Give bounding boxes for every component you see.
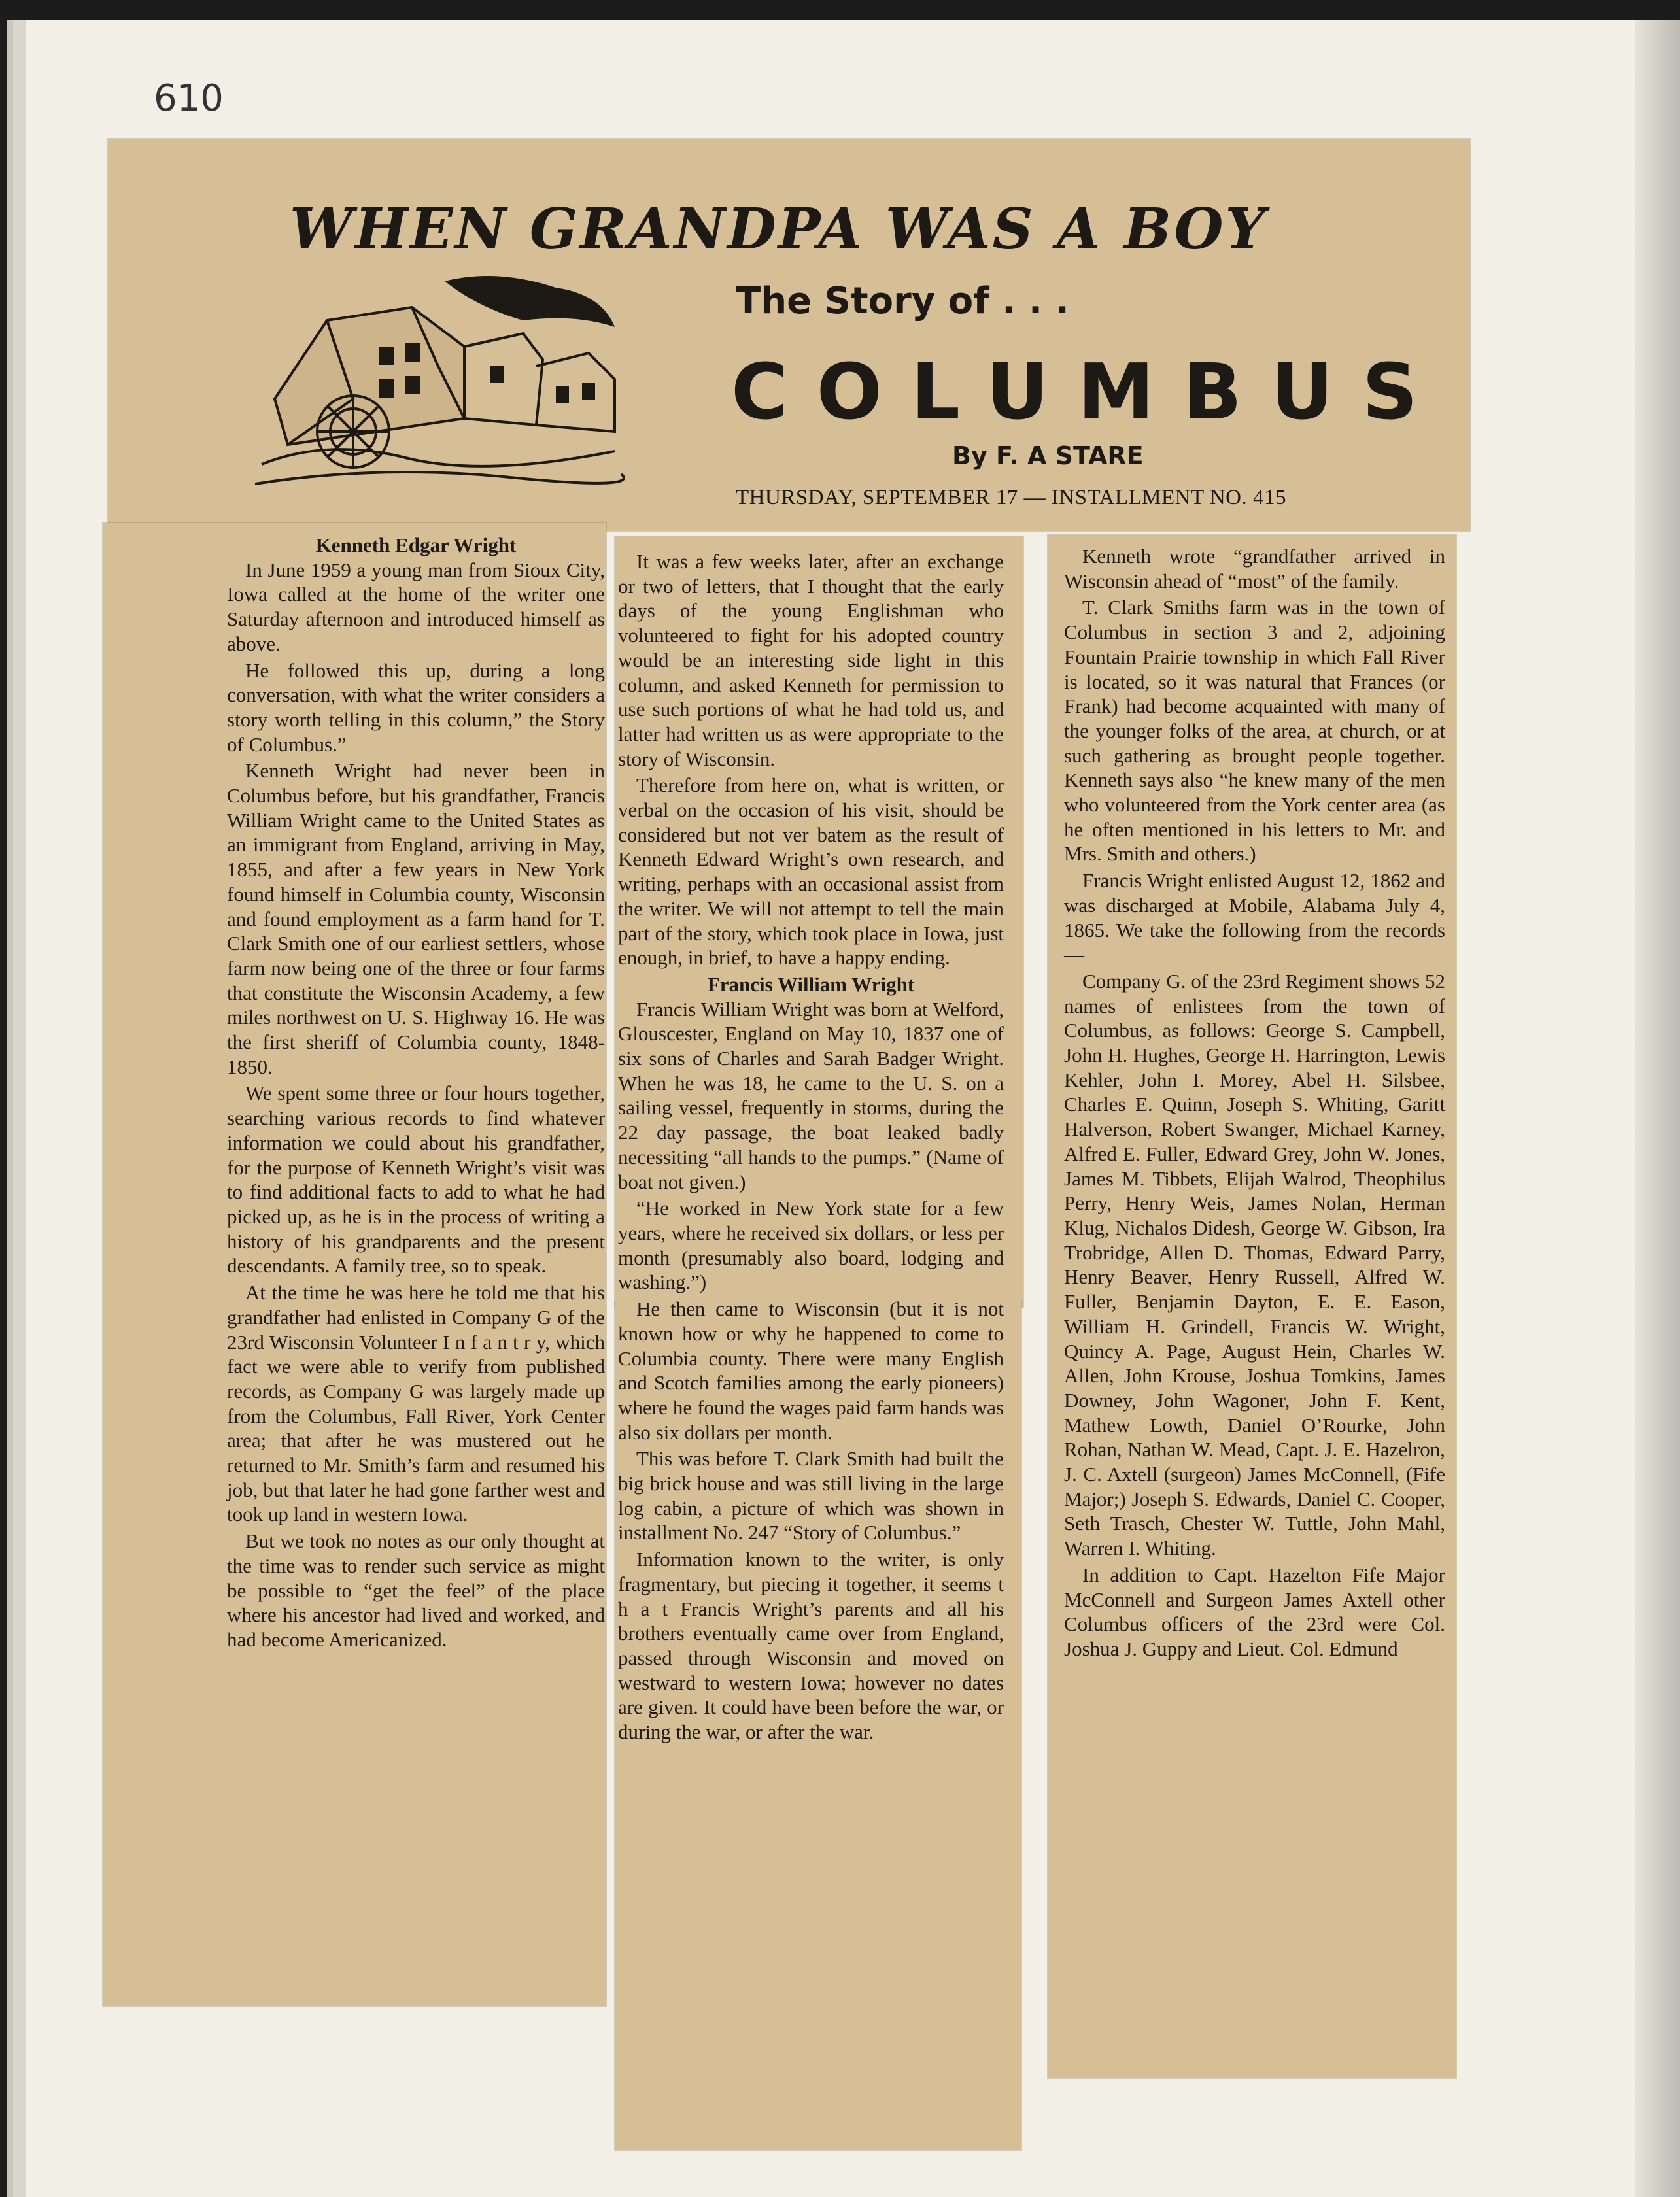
article-column-2 — [618, 549, 1004, 1746]
page-edge — [1635, 20, 1680, 2197]
paragraph: It was a few weeks later, after an exchange or two of letters, that I thought that the early days of the young Englishman who volunteered to fight for his adopted country would be an interesting side light in this column, and asked Kenneth for permission to use such portions of what he had told us, and latter had written us as were appropriate to the story of Wisconsin. — [618, 550, 1004, 770]
article-column-1 — [227, 533, 605, 1654]
mill-illustration — [249, 268, 628, 497]
paragraph: “He worked in New York state for a few years, where he received six dollars, or less per month (presumably also board, lodging and washing.”) — [618, 1197, 1004, 1294]
paragraph: This was before T. Clark Smith had built the big brick house and was still living in the large log cabin, a picture of which was shown in installment No. 247 “Story of Columbus.” — [618, 1447, 1004, 1544]
page-number: 610 — [154, 77, 224, 120]
paragraph: Company G. of the 23rd Regiment shows 52 names of enlistees from the town of Columbus, as follows: George S. Campbell, John H. Hughes, George H. Harrington, Lewis Kehler, John I. Morey, Abel H. Silsbee, Charles E. Quinn, Joseph S. Whiting, Garitt Halverson, Robert Swanger, Michael Karney, Alfred E. Fuller, Edward Grey, John W. Jones, James M. Tibbets, Elijah Walrod, Theophilus Perry, Henry Weis, James Nolan, Herman Klug, Nichalos Didesh, George W. Gibson, Ira Trobridge, Allen D. Thomas, Edward Parry, Henry Beaver, Henry Russell, Alfred W. Fuller, Benjamin Dayton, E. E. Eason, William H. Grindell, Francis W. Wright, Quincy A. Page, August Hein, Charles W. Allen, John Krouse, Joshua Tomkins, James Downey, John Wagoner, John F. Kent, Mathew Lowth, Daniel O’Rourke, John Rohan, Nathan W. Mead, Capt. J. E. Hazelron, J. C. Axtell (surgeon) James McConnell, (Fife Major;) Joseph S. Edwards, Daniel C. Cooper, Seth Trasch, Chester W. Tuttle, John Mahl, Warren I. Whiting. — [1064, 969, 1445, 1560]
paragraph: In addition to Capt. Hazelton Fife Major McConnell and Surgeon James Axtell other Columbus officers of the 23rd were Col. Joshua J. Guppy and Lieut. Col. Edmund — [1064, 1563, 1445, 1660]
headline: WHEN GRANDPA WAS A BOY — [290, 196, 1267, 262]
story-of-label: The Story of . . . — [736, 280, 1069, 322]
paragraph: He then came to Wisconsin (but it is not known how or why he happened to come to Columbia county. There were many English and Scotch families among the early pioneers) where he found the wages paid farm hands was also six dollars per month. — [618, 1297, 1004, 1444]
dateline: THURSDAY, SEPTEMBER 17 — INSTALLMENT NO. 415 — [736, 486, 1286, 509]
paragraph: In June 1959 a young man from Sioux City, Iowa called at the home of the writer one Saturday afternoon and introduced himself as above. — [227, 558, 605, 655]
paragraph: T. Clark Smiths farm was in the town of Columbus in section 3 and 2, adjoining Fountain Prairie township in which Fall River is located, so it was natural that Frances (or Frank) had become acquainted with many of the younger folks of the area, at church, or at such gathering as brought people together. Kenneth says also “he knew many of the men who volunteered from the York center area (as he often mentioned in his letters to Mr. and Mrs. Smith and others.) — [1064, 596, 1445, 866]
paragraph: But we took no notes as our only thought at the time was to render such service as might be possible to “get the feel” of the place where his ancestor had lived and worked, and had become Americanized. — [227, 1529, 605, 1651]
paragraph: He followed this up, during a long conversation, with what the writer considers a story worth telling in this column,” the Story of Columbus.” — [227, 658, 605, 756]
paragraph: Francis William Wright was born at Welford, Glouscester, England on May 10, 1837 one of six sons of Charles and Sarah Badger Wright. When he was 18, he came to the U. S. on a sailing vessel, frequently in storms, during the 22 day passage, the boat leaked badly necessiting “all hands to the pumps.” (Name of boat not given.) — [618, 997, 1004, 1193]
paragraph: Francis Wright enlisted August 12, 1862 and was discharged at Mobile, Alabama July 4, 1865. We take the following from the records— — [1064, 869, 1445, 966]
paragraph: We spent some three or four hours together, searching various records to find whatever information we could about his grandfather, for the purpose of Kenneth Wright’s visit was to find additional facts to add to what he had picked up, as he is in the process of writing a history of his grandparents and the present descendants. A family tree, so to speak. — [227, 1081, 605, 1278]
paragraph: Kenneth wrote “grandfather arrived in Wisconsin ahead of “most” of the family. — [1064, 545, 1445, 592]
subhead: Kenneth Edgar Wright — [315, 534, 517, 556]
series-title: COLUMBUS — [731, 347, 1447, 437]
paragraph: Therefore from here on, what is written, or verbal on the occasion of his visit, should be considered but not ver batem as the result of Kenneth Edward Wright’s own research, and writing, perhaps with an occasional assist from the writer. We will not attempt to tell the main part of the story, which took place in Iowa, just enough, in brief, to have a happy ending. — [618, 774, 1004, 970]
paragraph: Kenneth Wright had never been in Columbus before, but his grandfather, Francis William Wright came to the United States as an immigrant from England, arriving in May, 1855, and after a few years in New York found himself in Columbia county, Wisconsin and found employment as a farm hand for T. Clark Smith one of our earliest settlers, whose farm now being one of the three or four farms that constitute the Wisconsin Academy, a few miles northwest on U. S. Highway 16. He was the first sheriff of Columbia county, 1848-1850. — [227, 759, 605, 1078]
subhead: Francis William Wright — [707, 972, 915, 996]
paragraph: At the time he was here he told me that his grandfather had enlisted in Company G of the 23rd Wisconsin Volunteer I n f a n t r y, which fact we were able to verify from published records, as Company G was largely made up from the Columbus, Fall River, York Center area; that after he was mustered out he returned to Mr. Smith’s farm and resumed his job, but that later he had gone farther west and took up land in western Iowa. — [227, 1281, 605, 1526]
article-column-3 — [1064, 544, 1445, 1663]
paragraph: Information known to the writer, is only fragmentary, but piecing it together, it seems t h a t Francis Wright’s parents and all his brothers eventually came over from England, passed through Wisconsin and moved on westward to western Iowa; however no dates are given. It could have been before the war, or during the war, or after the war. — [618, 1548, 1004, 1744]
byline: By F. A STARE — [952, 441, 1144, 470]
